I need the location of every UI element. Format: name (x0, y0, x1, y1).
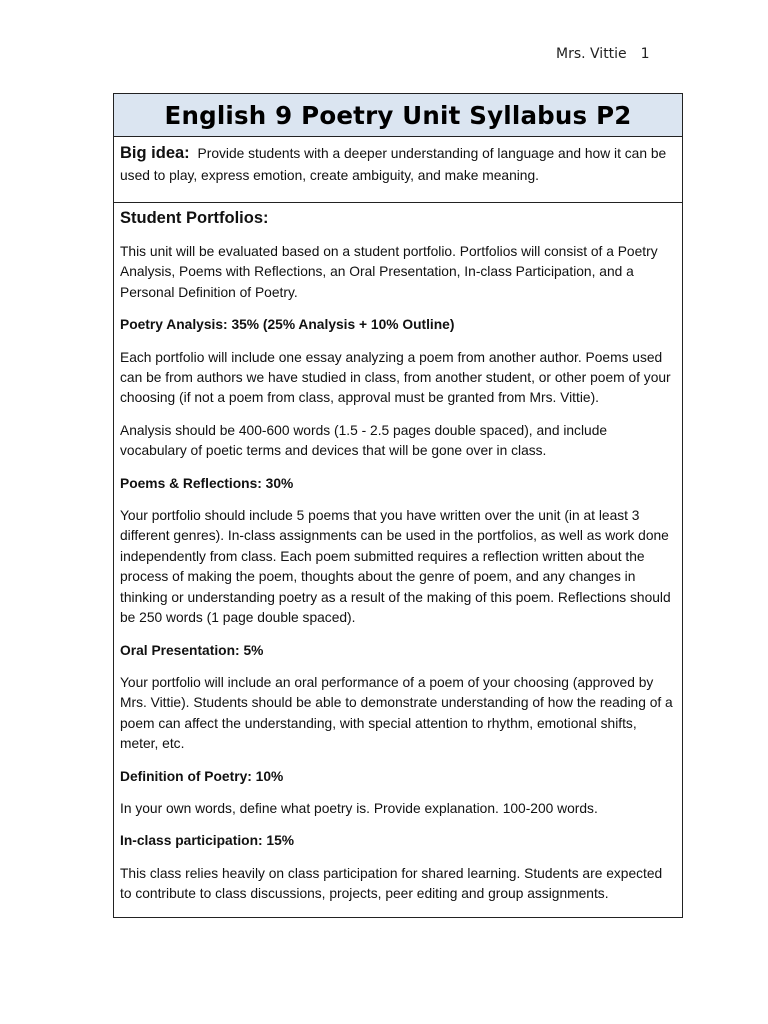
poetry-analysis-heading: Poetry Analysis: 35% (25% Analysis + 10% Outline) (120, 317, 455, 333)
portfolios-intro: This unit will be evaluated based on a student portfolio. Portfolios will consist of a Poetry Analysis, Poems with Reflections, an Oral Presentation, In-class Participation, and a Personal Definition of Poetry. (120, 244, 658, 300)
in-class-participation-heading: In-class participation: 15% (120, 833, 295, 849)
syllabus-table (113, 93, 683, 918)
student-portfolios-heading: Student Portfolios: (120, 209, 269, 227)
in-class-participation-paragraph: This class relies heavily on class participation for shared learning. Students are expected to contribute to class discussions, projects, peer editing and group assignments. (120, 865, 663, 902)
poems-reflections-paragraph: Your portfolio should include 5 poems that you have written over the unit (in at least 3 different genres). In-class assignments can be used in the portfolios, as well as work done independently from class. Each poem submitted requires a reflection written about the process of making the poem, thoughts about the genre of poem, and any changes in thinking or understanding poetry as a result of the making of this poem. Reflections should be 250 words (1 page double spaced). (120, 508, 671, 626)
definition-of-poetry-heading: Definition of Poetry: 10% (120, 768, 284, 784)
header-author: Mrs. Vittie (556, 46, 627, 62)
title-row (114, 94, 682, 137)
poetry-analysis-paragraph: Analysis should be 400-600 words (1.5 - 2.5 pages double spaced), and include vocabulary of poetic terms and devices that will be gone over in class. (120, 422, 608, 459)
definition-of-poetry-paragraph: In your own words, define what poetry is. Provide explanation. 100-200 words. (120, 800, 598, 816)
big-idea-label: Big idea: (120, 144, 190, 162)
page-number: 1 (640, 46, 650, 62)
oral-presentation-paragraph: Your portfolio will include an oral performance of a poem of your choosing (approved by Mrs. Vittie). Students should be able to demonstrate understanding of how the reading of a poem can affect the understanding, with special attention to rhythm, emotional shifts, meter, etc. (120, 674, 673, 752)
student-portfolios-row (114, 203, 682, 917)
page-title: English 9 Poetry Unit Syllabus P2 (164, 100, 632, 130)
poetry-analysis-paragraph: Each portfolio will include one essay analyzing a poem from another author. Poems used can be from authors we have studied in class, from another student, or other poem of your choosing (if not a poem from class, approval must be granted from Mrs. Vittie). (120, 349, 671, 406)
poems-reflections-heading: Poems & Reflections: 30% (120, 475, 294, 491)
big-idea-row (114, 137, 682, 203)
page-header (556, 46, 650, 62)
oral-presentation-heading: Oral Presentation: 5% (120, 642, 264, 658)
big-idea-text: Provide students with a deeper understanding of language and how it can be used to play, express emotion, create ambiguity, and make meaning. (120, 146, 667, 183)
